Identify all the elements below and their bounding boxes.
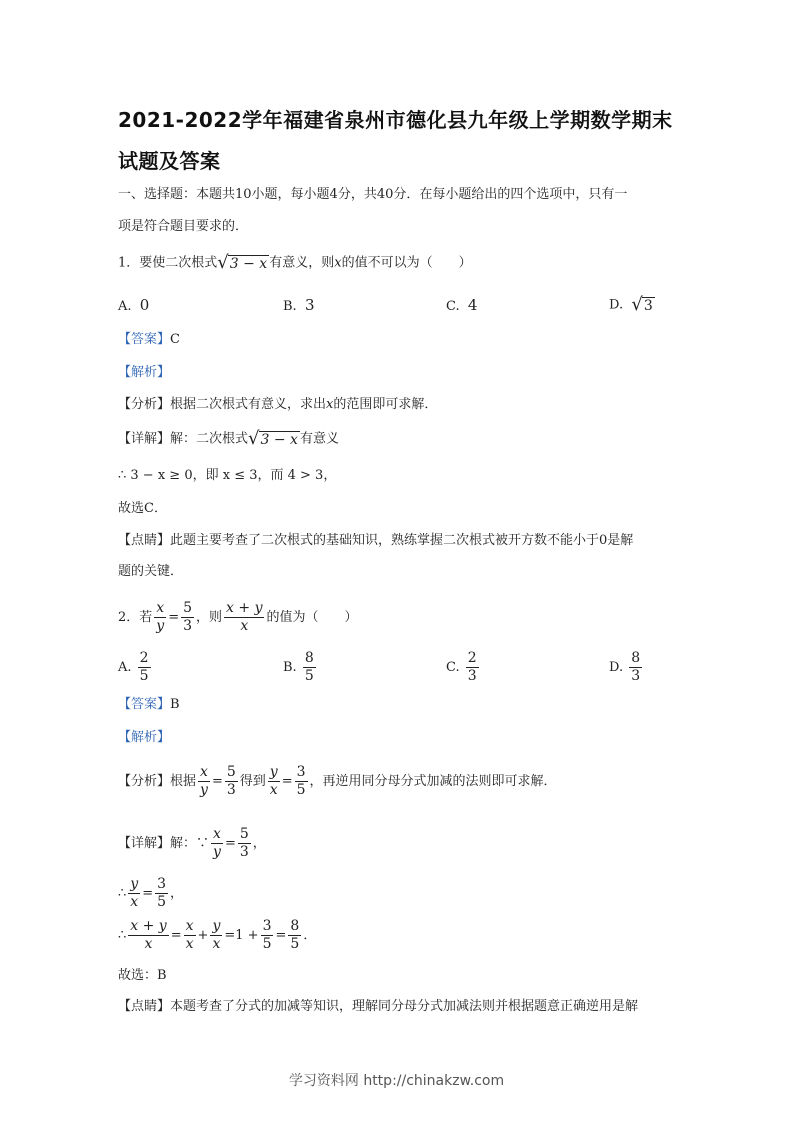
fraction: $\frac{x + y}{x}$: [130, 918, 167, 952]
q2-stem: 2．若 $\frac{x}{y}$ = $\frac{5}{3}$ ，则 $\frac{x + y}{x}$ 的值为（ ）: [118, 600, 358, 634]
fraction: $\frac{5}{3}$: [183, 600, 193, 634]
q2-answer: 【答案】B: [118, 697, 180, 712]
page-footer: 学习资料网 http://chinakzw.com: [288, 1073, 505, 1089]
q1-choice: 故选C．: [118, 501, 167, 516]
q2-option-d: D. $\frac{8}{3}$: [609, 650, 641, 684]
section-heading-line2: 项是符合题目要求的．: [118, 219, 249, 234]
q1-comment-line1: 【点睛】此题主要考查了二次根式的基础知识，熟练掌握二次根式被开方数不能小于0是解: [118, 533, 634, 548]
q1-fenxi: 【分析】根据二次根式有意义，求出x的范围即可求解．: [118, 397, 438, 412]
q2-step1: ∴ $\frac{y}{x}$ = $\frac{3}{5}$ ，: [118, 876, 184, 910]
q1-comment-line2: 题的关键．: [118, 564, 184, 579]
q2-step2: ∴ $\frac{x + y}{x}$ = $\frac{x}{x}$ + $\frac{y}{x}$ =1 + $\frac{3}{5}$ = $\frac{8}{5}$ ．: [118, 918, 317, 952]
q2-option-a: A. $\frac{2}{5}$: [118, 650, 149, 684]
sqrt-expression: √ 3 − x: [248, 428, 298, 449]
fraction: $\frac{8}{3}$: [631, 650, 641, 684]
fraction: $\frac{8}{5}$: [290, 918, 300, 952]
q1-option-a: A. 0: [118, 296, 150, 314]
doc-title-line2: 试题及答案: [118, 149, 221, 173]
q2-fenxi: 【分析】根据 $\frac{x}{y}$ = $\frac{5}{3}$ 得到 $\frac{y}{x}$ = $\frac{3}{5}$ ，再逆用同分母分式加减的法则即可求解．: [118, 764, 557, 798]
fraction: $\frac{5}{3}$: [226, 764, 236, 798]
q1-step: ∴ 3 − x ≥ 0，即 x ≤ 3，而 4 > 3，: [118, 468, 337, 483]
q1-stem: 1．要使二次根式 √ 3 − x 有意义，则x的值不可以为（ ）: [118, 252, 472, 273]
fraction: $\frac{x}{y}$: [156, 600, 165, 634]
fraction: $\frac{2}{3}$: [467, 650, 477, 684]
sqrt-expression: √ 3 − x: [217, 252, 268, 273]
fraction: $\frac{x}{y}$: [213, 826, 221, 860]
fraction: $\frac{3}{5}$: [296, 764, 306, 798]
q1-detail: 【详解】解：二次根式 √ 3 − x 有意义: [118, 428, 339, 449]
fraction: $\frac{x}{x}$: [185, 918, 194, 952]
fraction: $\frac{2}{5}$: [139, 650, 149, 684]
q2-analysis-tag: 【解析】: [118, 730, 171, 745]
sqrt-expression: √ 3: [631, 294, 653, 315]
fraction: $\frac{y}{x}$: [212, 918, 221, 952]
fraction: $\frac{3}{5}$: [157, 876, 167, 910]
fraction: $\frac{y}{x}$: [130, 876, 139, 910]
fraction: $\frac{x + y}{x}$: [226, 600, 263, 634]
q1-answer: 【答案】C: [118, 332, 180, 347]
doc-title-line1: 2021-2022学年福建省泉州市德化县九年级上学期数学期末: [118, 108, 673, 132]
fraction: $\frac{3}{5}$: [262, 918, 272, 952]
q2-choice: 故选：B: [118, 968, 167, 983]
q1-analysis-tag: 【解析】: [118, 365, 171, 380]
fraction: $\frac{5}{3}$: [239, 826, 249, 860]
q2-detail: 【详解】解：∵ $\frac{x}{y}$ = $\frac{5}{3}$ ，: [118, 826, 266, 860]
q2-comment-line1: 【点睛】本题考查了分式的加减等知识，理解同分母分式加减法则并根据题意正确逆用是解: [118, 999, 639, 1014]
fraction: $\frac{x}{y}$: [200, 764, 208, 798]
q1-option-b: B. 3: [283, 296, 315, 314]
fraction: $\frac{y}{x}$: [269, 764, 278, 798]
q1-option-d: D. √ 3: [609, 294, 653, 315]
q2-option-c: C. $\frac{2}{3}$: [446, 650, 477, 684]
q2-option-b: B. $\frac{8}{5}$: [283, 650, 314, 684]
q1-option-c: C. 4: [446, 296, 478, 314]
fraction: $\frac{8}{5}$: [304, 650, 314, 684]
section-heading-line1: 一、选择题：本题共10小题，每小题4分，共40分．在每小题给出的四个选项中，只有一: [118, 187, 628, 202]
